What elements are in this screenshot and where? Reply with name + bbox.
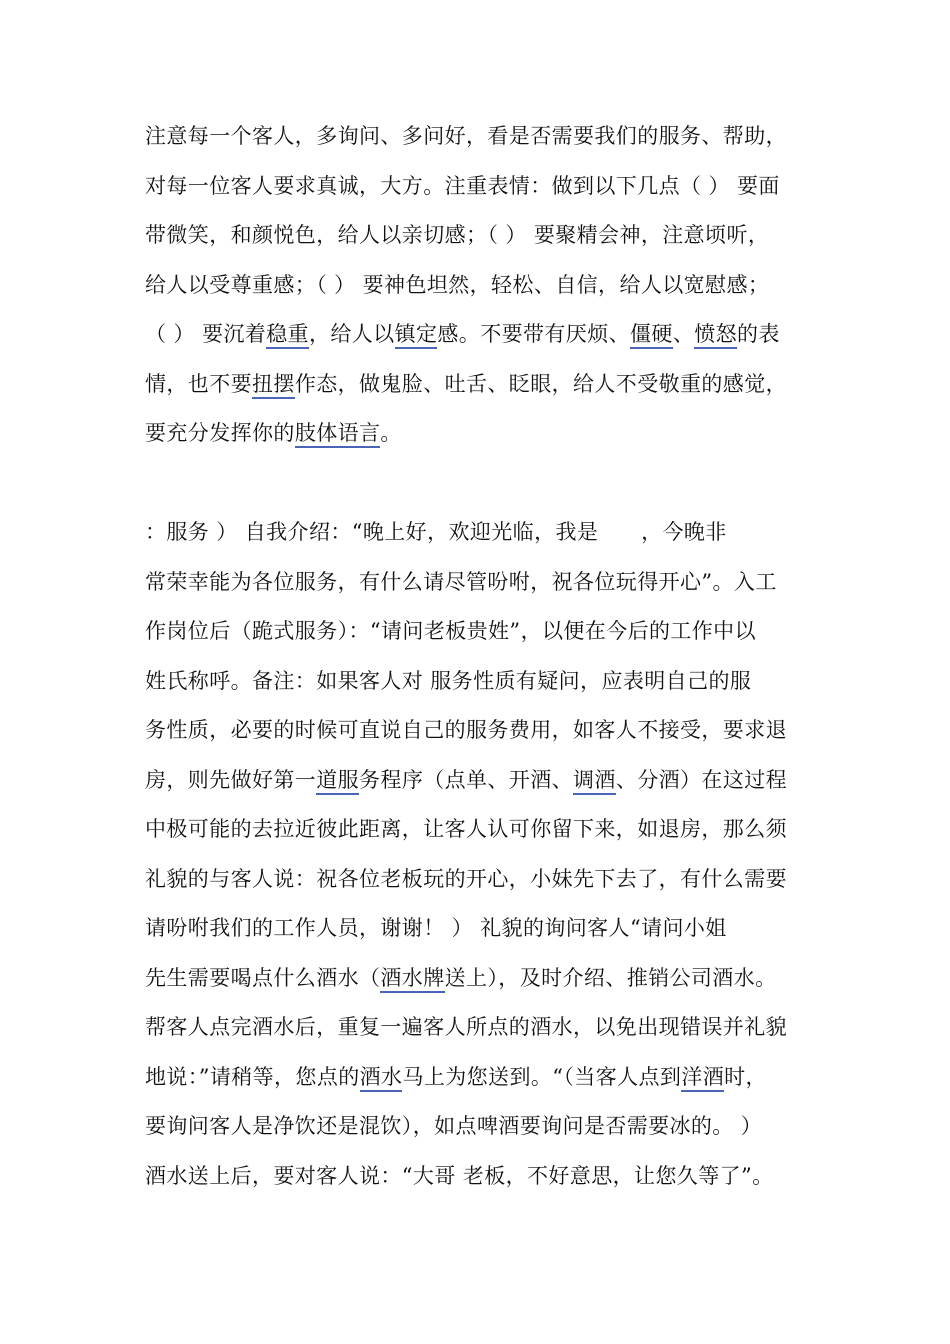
text-line (145, 413, 815, 463)
underlined-term: 肢体语言 (295, 421, 381, 448)
paragraph-service-procedure (145, 512, 815, 1205)
text-segment: 作岗位后（跪式服务）：“请问老板贵姓”，以便在今后的工作中以 (145, 619, 756, 643)
text-segment: 姓氏称呼。备注：如果客人对 服务性质有疑问，应表明自己的服 (145, 668, 752, 693)
text-segment: 、分酒）在这过程 (615, 767, 788, 792)
underlined-term: 洋酒 (681, 1065, 724, 1092)
text-segment: 、 (672, 322, 695, 346)
text-line (145, 1156, 815, 1206)
text-line (145, 314, 815, 364)
text-segment: 帮客人点完酒水后，重复一遍客人所点的酒水，以免出现错误并礼貌 (145, 1015, 787, 1039)
text-segment: 作态，做鬼脸、吐舌、眨眼，给人不受敬重的感觉， (294, 371, 788, 396)
underlined-term: 愤怒 (694, 322, 737, 349)
text-segment: （ ） 要沉着 (145, 322, 267, 346)
text-line (145, 1106, 815, 1156)
text-line (145, 1007, 815, 1057)
text-segment: 的表 (737, 322, 780, 346)
text-line (145, 908, 815, 958)
text-segment: 感。不要带有厌烦、 (437, 322, 630, 346)
text-line (145, 562, 815, 612)
text-segment: 酒水送上后，要对客人说：“大哥 老板，不好意思，让您久等了”。 (145, 1163, 774, 1188)
text-line (145, 809, 815, 859)
text-segment: 给人以受尊重感；（ ） 要神色坦然，轻松、自信，给人以宽慰感； (145, 272, 770, 297)
text-segment: 房，则先做好第一 (145, 767, 317, 792)
text-segment: 带微笑，和颜悦色，给人以亲切感；（ ） 要聚精会神，注意顷听， (145, 223, 770, 247)
text-segment: 情，也不要 (145, 371, 252, 396)
text-line (145, 364, 815, 414)
text-segment: 对每一位客人要求真诚，大方。注重表情：做到以下几点（ ） 要面 (145, 173, 780, 198)
underlined-term: 调酒 (573, 768, 616, 795)
text-segment: 注意每一个客人，多询问、多问好，看是否需要我们的服务、帮助， (145, 124, 787, 148)
text-segment: 中极可能的去拉近彼此距离，让客人认可你留下来，如退房，那么须 (145, 817, 787, 841)
text-line (145, 1057, 815, 1107)
text-segment: 务程序（点单、开酒、 (359, 767, 574, 792)
text-line (145, 760, 815, 810)
text-segment: 先生需要喝点什么酒水（ (145, 965, 381, 990)
text-segment: 地说：”请稍等，您点的 (145, 1064, 360, 1089)
underlined-term: 酒水牌 (380, 966, 444, 993)
text-line (145, 958, 815, 1008)
text-line (145, 512, 815, 562)
text-segment: 要询问客人是净饮还是混饮），如点啤酒要询问是否需要冰的。 ） (145, 1114, 763, 1138)
text-line (145, 166, 815, 216)
underlined-term: 镇定 (395, 322, 438, 349)
text-segment: 请吩咐我们的工作人员，谢谢！ ） 礼貌的询问客人“请问小姐 (145, 916, 727, 940)
underlined-term: 僵硬 (630, 322, 673, 349)
text-line (145, 265, 815, 315)
underlined-term: 稳重 (266, 322, 309, 349)
text-line (145, 859, 815, 909)
text-segment: 。 (380, 421, 402, 445)
text-segment: 务性质，必要的时候可直说自己的服务费用，如客人不接受，要求退 (145, 718, 787, 742)
text-segment: ，给人以 (308, 322, 395, 346)
text-segment: 送上），及时介绍、推销公司酒水。 (444, 965, 777, 990)
underlined-term: 酒水 (360, 1065, 403, 1092)
text-line (145, 215, 815, 265)
text-segment: 常荣幸能为各位服务，有什么请尽管吩咐，祝各位玩得开心”。入工 (145, 569, 777, 594)
underlined-term: 扭摆 (252, 372, 295, 399)
text-segment: 礼貌的与客人说：祝各位老板玩的开心，小妹先下去了，有什么需要 (145, 866, 787, 891)
text-line (145, 710, 815, 760)
text-segment: 时， (724, 1064, 767, 1089)
text-segment: 要充分发挥你的 (145, 421, 295, 445)
text-line (145, 611, 815, 661)
paragraph-service-attitude (145, 116, 815, 463)
text-line (145, 661, 815, 711)
text-segment: 马上为您送到。“（当客人点到 (402, 1064, 682, 1089)
text-segment: ：服务 ） 自我介绍：“晚上好，欢迎光临，我是 ，今晚非 (145, 520, 727, 544)
text-line (145, 116, 815, 166)
underlined-term: 道服 (316, 768, 359, 795)
